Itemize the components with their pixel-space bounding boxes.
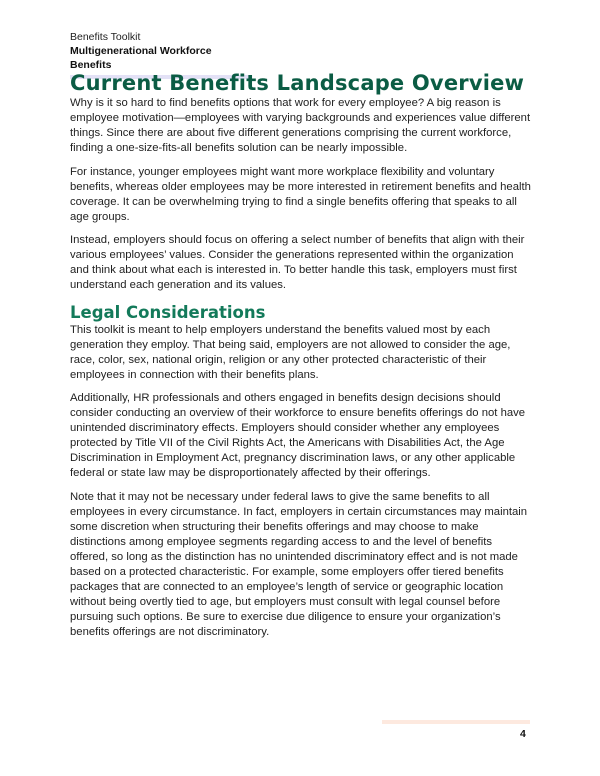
paragraph: Additionally, HR professionals and others engaged in benefits design decisions should consider conducting an overview of their workforce to ensure benefits offerings do not have unintended discriminatory effects. Employers should consider whether any employees protected by Title VII of the Civil Rights Act, the Americans with Disabilities Act, the Age Discrimination in Employment Act, pregnancy discrimination laws, or any other applicable federal or state law may be disproportionately affected by their offerings. (70, 392, 526, 479)
page-content (70, 70, 532, 648)
section-heading: Current Benefits Landscape Overview (70, 71, 525, 95)
toolkit-label: Benefits Toolkit (70, 31, 141, 43)
paragraph: Note that it may not be necessary under federal laws to give the same benefits to all employees in every circumstance. In fact, employers in certain circumstances may maintain some discretion when structuring their benefits offerings and may choose to make distinctions among employee segments regarding access to and the level of benefits offered, so long as the distinction has no unintended discriminatory effect and is not made based on a protected characteristic. For example, some employers offer tiered benefits packages that are connected to an employee’s length of service or geographic location without being overtly tied to age, but employers must consult with legal counsel before pursuing such options. Be sure to exercise due diligence to ensure your organization’s benefits offerings are not discriminatory. (70, 490, 528, 638)
section-current-benefits (70, 70, 532, 293)
footer-divider (382, 720, 530, 724)
paragraph: Why is it so hard to find benefits options that work for every employee? A big reason is employee motivation—employees with varying backgrounds and experiences value different things. Since there are about five different generations comprising the current workforce, finding a one-size-fits-all benefits solution can be nearly impossible. (70, 97, 531, 154)
section-legal-considerations (70, 302, 532, 640)
document-title: Multigenerational Workforce Benefits (70, 45, 212, 71)
paragraph: Instead, employers should focus on offering a select number of benefits that align with their various employees’ values. Consider the generations represented within the organization and think about what each is interested in. To better handle this task, employers must first understand each generation and its values. (70, 234, 525, 291)
section-heading: Legal Considerations (70, 302, 266, 322)
paragraph: This toolkit is meant to help employers understand the benefits valued most by each generation they employ. That being said, employers are not allowed to consider the age, race, color, sex, national origin, religion or any other protected characteristic of their employees in connection with their benefits plans. (70, 323, 511, 381)
paragraph: For instance, younger employees might want more workplace flexibility and voluntary benefits, whereas older employees may be more interested in retirement benefits and health coverage. It can be overwhelming trying to find a single benefits offering that speaks to all age groups. (70, 165, 531, 223)
page-number: 4 (520, 728, 526, 740)
